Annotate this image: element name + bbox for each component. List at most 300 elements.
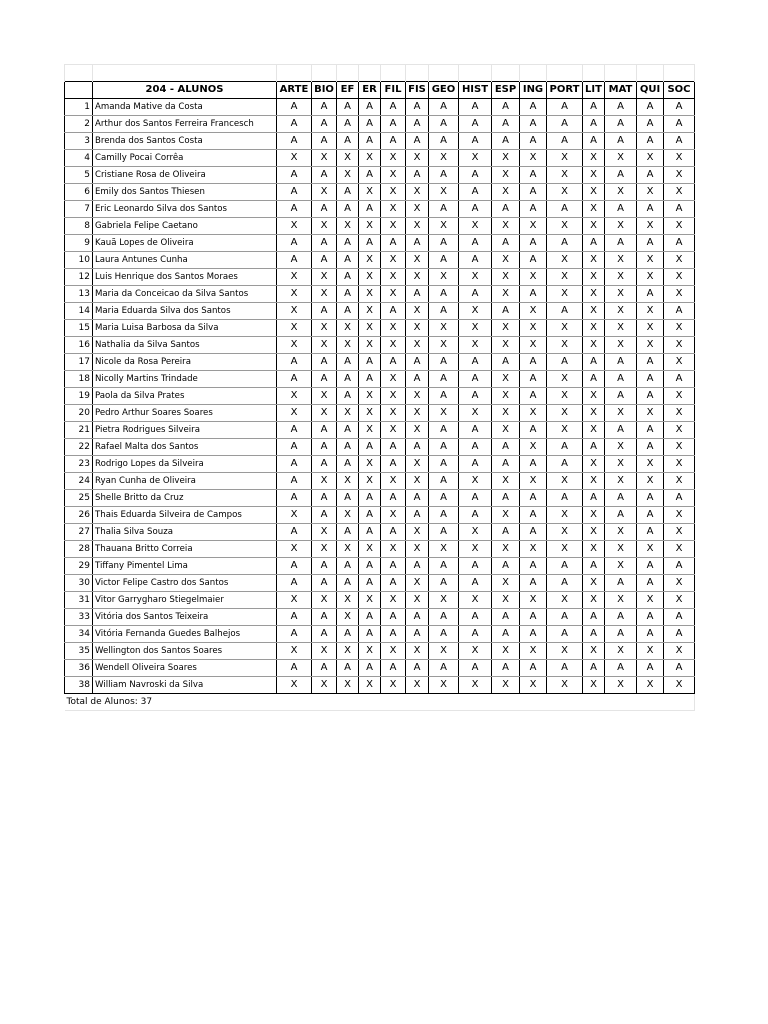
grade-cell: A <box>520 235 547 252</box>
grade-cell: A <box>337 252 359 269</box>
grade-cell: X <box>547 388 583 405</box>
grade-cell: A <box>406 354 429 371</box>
grade-cell: X <box>583 405 605 422</box>
table-row <box>65 354 695 371</box>
grade-cell: X <box>664 320 695 337</box>
grade-cell: A <box>312 660 337 677</box>
grade-cell: A <box>459 201 492 218</box>
grade-cell: A <box>547 116 583 133</box>
grade-cell: X <box>277 269 312 286</box>
grade-cell: X <box>547 422 583 439</box>
grade-cell: A <box>406 490 429 507</box>
grade-cell: A <box>277 660 312 677</box>
grade-cell: X <box>312 337 337 354</box>
grade-cell: A <box>459 388 492 405</box>
grade-cell: A <box>520 286 547 303</box>
grade-cell: A <box>312 252 337 269</box>
table-row <box>65 337 695 354</box>
students-grade-sheet <box>64 64 695 711</box>
grade-cell: A <box>337 575 359 592</box>
grade-cell: X <box>492 541 520 558</box>
grade-cell: A <box>492 354 520 371</box>
grade-cell: A <box>547 99 583 116</box>
grade-cell: X <box>359 150 381 167</box>
grade-cell: A <box>492 116 520 133</box>
grade-cell: A <box>492 235 520 252</box>
grade-cell: A <box>583 235 605 252</box>
grade-cell: X <box>637 677 664 694</box>
grade-cell: A <box>637 558 664 575</box>
grade-cell: X <box>583 303 605 320</box>
student-name: Eric Leonardo Silva dos Santos <box>93 201 277 218</box>
grade-cell: X <box>312 677 337 694</box>
grade-cell: A <box>406 371 429 388</box>
grade-cell: A <box>277 473 312 490</box>
grade-cell: X <box>337 167 359 184</box>
grade-cell: X <box>459 320 492 337</box>
table-row <box>65 575 695 592</box>
grade-cell: X <box>664 677 695 694</box>
grade-cell: A <box>637 371 664 388</box>
grade-cell: X <box>664 252 695 269</box>
grade-cell: A <box>277 167 312 184</box>
grade-cell: X <box>381 252 406 269</box>
grade-cell: X <box>605 252 637 269</box>
grade-cell: A <box>359 575 381 592</box>
grade-cell: X <box>520 677 547 694</box>
grade-cell: A <box>492 201 520 218</box>
grade-cell: A <box>520 354 547 371</box>
grade-cell: A <box>583 490 605 507</box>
grade-cell: A <box>520 490 547 507</box>
grade-cell: A <box>359 371 381 388</box>
grade-cell: A <box>520 99 547 116</box>
grade-cell: A <box>605 388 637 405</box>
grade-cell: X <box>547 524 583 541</box>
grade-cell: X <box>547 677 583 694</box>
student-number: 22 <box>65 439 93 456</box>
grade-cell: A <box>547 626 583 643</box>
grade-cell: X <box>583 252 605 269</box>
grade-cell: X <box>664 218 695 235</box>
grade-cell: X <box>583 150 605 167</box>
grade-cell: A <box>277 524 312 541</box>
grade-cell: X <box>359 320 381 337</box>
grade-cell: X <box>492 371 520 388</box>
grade-cell: X <box>359 473 381 490</box>
student-name: Rodrigo Lopes da Silveira <box>93 456 277 473</box>
grade-cell: X <box>312 184 337 201</box>
table-row <box>65 558 695 575</box>
student-number: 21 <box>65 422 93 439</box>
grade-cell: A <box>337 490 359 507</box>
grade-cell: A <box>359 235 381 252</box>
grade-cell: X <box>459 643 492 660</box>
grade-cell: X <box>277 150 312 167</box>
grade-cell: X <box>277 320 312 337</box>
student-name: Vitória Fernanda Guedes Balhejos <box>93 626 277 643</box>
grade-cell: A <box>459 286 492 303</box>
grade-cell: X <box>381 167 406 184</box>
grade-cell: X <box>637 473 664 490</box>
grade-cell: A <box>312 235 337 252</box>
grade-cell: X <box>664 405 695 422</box>
grade-cell: X <box>337 609 359 626</box>
grade-cell: A <box>547 439 583 456</box>
grade-cell: A <box>637 609 664 626</box>
grade-cell: X <box>605 269 637 286</box>
grade-cell: X <box>605 677 637 694</box>
grade-cell: A <box>459 235 492 252</box>
grade-cell: A <box>637 388 664 405</box>
grade-cell: A <box>406 507 429 524</box>
grade-cell: A <box>520 388 547 405</box>
grade-cell: A <box>520 201 547 218</box>
grade-cell: X <box>583 337 605 354</box>
grade-cell: A <box>520 626 547 643</box>
grade-cell: X <box>406 320 429 337</box>
student-number: 17 <box>65 354 93 371</box>
grade-cell: X <box>664 269 695 286</box>
grade-cell: X <box>637 337 664 354</box>
grade-cell: X <box>406 218 429 235</box>
grade-cell: A <box>520 575 547 592</box>
grade-cell: A <box>312 354 337 371</box>
student-name: Vitor Garrygharo Stiegelmaier <box>93 592 277 609</box>
grade-cell: X <box>547 507 583 524</box>
grade-cell: X <box>381 286 406 303</box>
student-number: 27 <box>65 524 93 541</box>
grade-cell: A <box>312 303 337 320</box>
grade-cell: X <box>312 388 337 405</box>
grade-cell: A <box>337 184 359 201</box>
grade-cell: X <box>492 592 520 609</box>
grade-cell: X <box>459 303 492 320</box>
grade-cell: X <box>492 507 520 524</box>
grade-cell: X <box>406 422 429 439</box>
grade-cell: A <box>312 371 337 388</box>
grade-cell: A <box>337 524 359 541</box>
student-name: Brenda dos Santos Costa <box>93 133 277 150</box>
grade-cell: A <box>459 558 492 575</box>
table-row <box>65 524 695 541</box>
student-number: 9 <box>65 235 93 252</box>
grade-cell: A <box>583 660 605 677</box>
grade-cell: A <box>277 490 312 507</box>
grade-cell: A <box>637 490 664 507</box>
student-number: 8 <box>65 218 93 235</box>
grade-cell: A <box>312 456 337 473</box>
grade-cell: A <box>520 422 547 439</box>
grade-cell: A <box>637 524 664 541</box>
grade-cell: A <box>664 235 695 252</box>
grade-cell: A <box>459 507 492 524</box>
grade-cell: X <box>492 575 520 592</box>
grade-cell: A <box>312 201 337 218</box>
subject-header-er: ER <box>359 82 381 99</box>
table-row <box>65 286 695 303</box>
grade-cell: A <box>605 201 637 218</box>
student-number: 18 <box>65 371 93 388</box>
grade-cell: A <box>381 439 406 456</box>
subject-header-hist: HIST <box>459 82 492 99</box>
grade-cell: A <box>381 490 406 507</box>
grade-cell: A <box>406 286 429 303</box>
row-number-header <box>65 82 93 99</box>
grade-cell: A <box>583 371 605 388</box>
grade-cell: A <box>381 133 406 150</box>
grade-cell: X <box>583 575 605 592</box>
grade-cell: A <box>359 354 381 371</box>
grade-cell: A <box>520 133 547 150</box>
grade-cell: A <box>381 626 406 643</box>
grade-cell: X <box>337 677 359 694</box>
table-row <box>65 252 695 269</box>
grade-cell: A <box>337 269 359 286</box>
student-number: 25 <box>65 490 93 507</box>
grade-cell: X <box>605 320 637 337</box>
table-row <box>65 456 695 473</box>
grade-cell: A <box>459 575 492 592</box>
grade-cell: X <box>605 286 637 303</box>
grade-cell: X <box>381 388 406 405</box>
grade-cell: X <box>492 422 520 439</box>
grade-cell: A <box>637 354 664 371</box>
grade-cell: X <box>312 524 337 541</box>
grade-cell: A <box>664 558 695 575</box>
grade-cell: X <box>520 473 547 490</box>
student-number: 2 <box>65 116 93 133</box>
grade-cell: X <box>337 337 359 354</box>
grade-cell: X <box>406 643 429 660</box>
grade-cell: X <box>547 337 583 354</box>
grade-cell: A <box>381 575 406 592</box>
student-name: Arthur dos Santos Ferreira Francesch <box>93 116 277 133</box>
student-name: Maria Luisa Barbosa da Silva <box>93 320 277 337</box>
grade-cell: A <box>312 490 337 507</box>
students-table-body <box>65 99 695 694</box>
grade-cell: A <box>429 609 459 626</box>
student-number: 1 <box>65 99 93 116</box>
grade-cell: A <box>359 99 381 116</box>
grade-cell: X <box>381 269 406 286</box>
grade-cell: X <box>406 201 429 218</box>
grade-cell: A <box>406 133 429 150</box>
grade-cell: A <box>312 167 337 184</box>
grade-cell: A <box>429 524 459 541</box>
grade-cell: X <box>459 677 492 694</box>
grade-cell: A <box>381 235 406 252</box>
student-name: Victor Felipe Castro dos Santos <box>93 575 277 592</box>
grade-cell: A <box>547 133 583 150</box>
grade-cell: X <box>583 201 605 218</box>
grade-cell: X <box>381 507 406 524</box>
grade-cell: A <box>429 575 459 592</box>
grade-cell: X <box>359 184 381 201</box>
grade-cell: X <box>429 320 459 337</box>
grade-cell: X <box>520 303 547 320</box>
table-row <box>65 490 695 507</box>
grade-cell: A <box>583 354 605 371</box>
grade-cell: X <box>337 320 359 337</box>
grade-cell: X <box>664 592 695 609</box>
table-row <box>65 592 695 609</box>
grade-cell: X <box>359 422 381 439</box>
grade-cell: X <box>492 269 520 286</box>
grade-cell: X <box>359 218 381 235</box>
grade-cell: X <box>547 269 583 286</box>
grade-cell: A <box>637 626 664 643</box>
student-number: 35 <box>65 643 93 660</box>
grade-cell: A <box>492 456 520 473</box>
grade-cell: A <box>583 439 605 456</box>
grade-cell: X <box>637 320 664 337</box>
grade-cell: X <box>429 405 459 422</box>
grade-cell: A <box>429 235 459 252</box>
grade-cell: A <box>277 609 312 626</box>
student-number: 30 <box>65 575 93 592</box>
grade-cell: A <box>459 371 492 388</box>
grade-cell: A <box>429 660 459 677</box>
grade-cell: A <box>312 422 337 439</box>
grade-cell: X <box>547 167 583 184</box>
grade-cell: X <box>583 388 605 405</box>
grade-cell: A <box>277 184 312 201</box>
subject-header-mat: MAT <box>605 82 637 99</box>
grade-cell: X <box>492 286 520 303</box>
grade-cell: A <box>547 354 583 371</box>
grade-cell: A <box>637 507 664 524</box>
grade-cell: A <box>637 660 664 677</box>
grade-cell: A <box>459 626 492 643</box>
grade-cell: A <box>337 201 359 218</box>
grade-cell: X <box>664 643 695 660</box>
grade-cell: A <box>359 660 381 677</box>
grade-cell: X <box>605 150 637 167</box>
grade-cell: X <box>406 337 429 354</box>
grade-cell: A <box>337 371 359 388</box>
grade-cell: A <box>664 371 695 388</box>
student-number: 29 <box>65 558 93 575</box>
class-title: 204 - ALUNOS <box>93 82 277 99</box>
grade-cell: A <box>277 422 312 439</box>
student-name: Pedro Arthur Soares Soares <box>93 405 277 422</box>
grade-cell: X <box>277 592 312 609</box>
grade-cell: X <box>381 201 406 218</box>
student-name: Pietra Rodrigues Silveira <box>93 422 277 439</box>
grade-cell: X <box>406 405 429 422</box>
table-row <box>65 99 695 116</box>
grade-cell: X <box>381 337 406 354</box>
student-number: 15 <box>65 320 93 337</box>
grade-cell: A <box>637 439 664 456</box>
grade-cell: X <box>605 592 637 609</box>
grade-cell: A <box>459 456 492 473</box>
grade-cell: A <box>359 507 381 524</box>
spreadsheet-top-empty-row <box>65 65 695 82</box>
grade-cell: A <box>429 626 459 643</box>
grade-cell: X <box>637 592 664 609</box>
student-number: 10 <box>65 252 93 269</box>
grade-cell: A <box>337 99 359 116</box>
grade-cell: A <box>312 99 337 116</box>
grade-cell: A <box>520 558 547 575</box>
grade-cell: X <box>583 677 605 694</box>
grade-cell: A <box>277 354 312 371</box>
grade-cell: X <box>337 218 359 235</box>
subject-header-ef: EF <box>337 82 359 99</box>
grade-cell: A <box>492 133 520 150</box>
grade-cell: A <box>547 303 583 320</box>
grade-cell: A <box>406 439 429 456</box>
table-row <box>65 303 695 320</box>
grade-cell: X <box>406 592 429 609</box>
grade-cell: X <box>605 303 637 320</box>
student-number: 16 <box>65 337 93 354</box>
grade-cell: A <box>359 558 381 575</box>
grade-cell: X <box>664 439 695 456</box>
grade-cell: X <box>637 303 664 320</box>
grade-cell: A <box>359 201 381 218</box>
grade-cell: A <box>381 303 406 320</box>
student-name: Maria da Conceicao da Silva Santos <box>93 286 277 303</box>
grade-cell: A <box>406 626 429 643</box>
grade-cell: A <box>429 354 459 371</box>
grade-cell: X <box>337 643 359 660</box>
grade-cell: A <box>459 660 492 677</box>
grade-cell: A <box>459 439 492 456</box>
grade-cell: A <box>605 422 637 439</box>
grade-cell: X <box>605 541 637 558</box>
grade-cell: X <box>459 150 492 167</box>
grade-cell: X <box>605 337 637 354</box>
student-name: William Navroski da Silva <box>93 677 277 694</box>
grade-cell: A <box>381 558 406 575</box>
grade-cell: X <box>459 524 492 541</box>
grade-cell: X <box>605 218 637 235</box>
grade-cell: A <box>583 626 605 643</box>
subject-header-bio: BIO <box>312 82 337 99</box>
grade-cell: X <box>547 592 583 609</box>
grade-cell: X <box>459 541 492 558</box>
grade-cell: A <box>429 286 459 303</box>
grade-cell: X <box>547 643 583 660</box>
grade-cell: A <box>605 490 637 507</box>
grade-cell: X <box>312 405 337 422</box>
grade-cell: X <box>429 150 459 167</box>
student-name: Cristiane Rosa de Oliveira <box>93 167 277 184</box>
grade-cell: X <box>520 643 547 660</box>
grade-cell: X <box>381 541 406 558</box>
grade-cell: X <box>547 405 583 422</box>
grade-cell: X <box>664 575 695 592</box>
grade-cell: A <box>359 609 381 626</box>
grade-cell: A <box>520 524 547 541</box>
header-row <box>65 82 695 99</box>
grade-cell: X <box>637 541 664 558</box>
grade-cell: A <box>312 133 337 150</box>
grade-cell: X <box>359 592 381 609</box>
grade-cell: A <box>359 524 381 541</box>
grade-cell: A <box>459 422 492 439</box>
grade-cell: A <box>605 235 637 252</box>
grade-cell: A <box>605 626 637 643</box>
grade-cell: A <box>547 456 583 473</box>
student-name: Paola da Silva Prates <box>93 388 277 405</box>
student-name: Nathalia da Silva Santos <box>93 337 277 354</box>
grade-cell: X <box>459 405 492 422</box>
grade-cell: A <box>605 116 637 133</box>
